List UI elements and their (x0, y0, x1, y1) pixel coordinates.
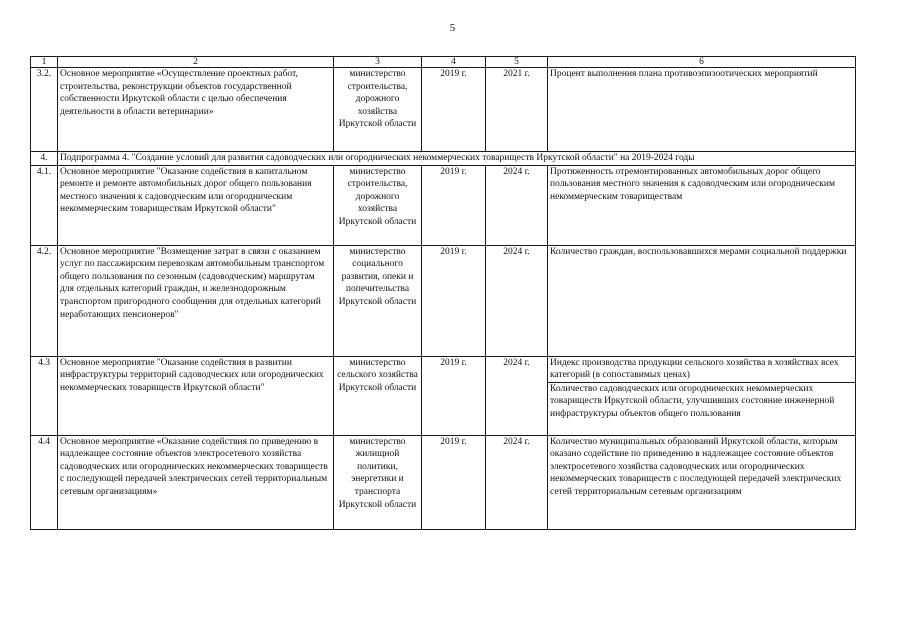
row-number: 4.3 (31, 356, 58, 435)
start-year: 2019 г. (422, 356, 486, 435)
start-year: 2019 г. (422, 435, 486, 529)
end-year: 2024 г. (486, 165, 548, 245)
page-number: 5 (449, 22, 456, 34)
indicator: Индекс производства продукции сельского хозяйства в хозяйствах всех категорий (в сопоставимых ценах) (548, 357, 855, 383)
event-name: Основное мероприятие "Оказание содействия в развитии инфраструктуры территорий садоводческих или огороднических некоммерческих товариществ Иркутской области" (58, 356, 334, 435)
end-year: 2024 г. (486, 435, 548, 529)
executor: министерство социального развития, опеки и попечительства Иркутской области (334, 245, 422, 356)
executor: министерство сельского хозяйства Иркутской области (334, 356, 422, 435)
section-row (31, 152, 856, 166)
indicator: Количество граждан, воспользовавшихся мерами социальной поддержки (548, 245, 856, 356)
event-name: Основное мероприятие "Возмещение затрат в связи с оказанием услуг по пассажирским перевозкам автомобильным транспортом общего пользования по сезонным (садоводческим) маршрутам для отдельных категорий граждан, и железнодорожным транспортом пригородного сообщения для отдельных категорий неработающих пенсионеров" (58, 245, 334, 356)
indicator: Процент выполнения плана противоэпизоотических мероприятий (548, 68, 856, 152)
executor: министерство жилищной политики, энергетики и транспорта Иркутской области (334, 435, 422, 529)
executor: министерство строительства, дорожного хозяйства Иркутской области (334, 68, 422, 152)
event-name: Основное мероприятие "Оказание содействия в капитальном ремонте и ремонте автомобильных дорог общего пользования местного значения к садоводческим или огородническим некоммерческим товариществам Иркутской области" (58, 165, 334, 245)
event-name: Основное мероприятие «Осуществление проектных работ, строительства, реконструкции объектов государственной собственности Иркутской области с целью обеспечения деятельности в области ветеринарии» (58, 68, 334, 152)
section-title: Подпрограмма 4. "Создание условий для развития садоводческих или огороднических некоммерческих товариществ Иркутской области" на 2019-2024 годы (58, 152, 856, 166)
row-number: 3.2. (31, 68, 58, 152)
column-number: 4 (422, 57, 486, 68)
column-number: 3 (334, 57, 422, 68)
column-number: 6 (548, 57, 856, 68)
table-row (31, 435, 856, 529)
start-year: 2019 г. (422, 68, 486, 152)
row-number: 4.4 (31, 435, 58, 529)
start-year: 2019 г. (422, 245, 486, 356)
column-number-row (31, 57, 856, 68)
table-row (31, 245, 856, 356)
indicator-cell (548, 356, 856, 435)
indicator: Количество садоводческих или огороднических некоммерческих товариществ Иркутской области, улучшивших состояние инженерной инфраструктуры объектов общего пользования (550, 383, 835, 419)
column-number: 5 (486, 57, 548, 68)
column-number: 2 (58, 57, 334, 68)
row-number: 4.1. (31, 165, 58, 245)
row-number: 4.2. (31, 245, 58, 356)
executor: министерство строительства, дорожного хозяйства Иркутской области (334, 165, 422, 245)
indicator: Количество муниципальных образований Иркутской области, которым оказано содействие по приведению в надлежащее состояние объектов электросетевого хозяйства садоводческих или огороднических некоммерческих товариществ с последующей передачей электрических сетей территориальным сетевым организациям (548, 435, 856, 529)
end-year: 2021 г. (486, 68, 548, 152)
table-row (31, 68, 856, 152)
end-year: 2024 г. (486, 245, 548, 356)
section-number: 4. (31, 152, 58, 166)
start-year: 2019 г. (422, 165, 486, 245)
indicator: Протяженность отремонтированных автомобильных дорог общего пользования местного значения к садоводческим или огородническим некоммерческим товариществам (548, 165, 856, 245)
table-row (31, 165, 856, 245)
program-table (30, 56, 856, 530)
column-number: 1 (31, 57, 58, 68)
event-name: Основное мероприятие «Оказание содействия по приведению в надлежащее состояние объектов электросетевого хозяйства садоводческих или огороднических некоммерческих товариществ с последующей передачей электрических сетей территориальным сетевым организациям» (58, 435, 334, 529)
table-row (31, 356, 856, 435)
end-year: 2024 г. (486, 356, 548, 435)
